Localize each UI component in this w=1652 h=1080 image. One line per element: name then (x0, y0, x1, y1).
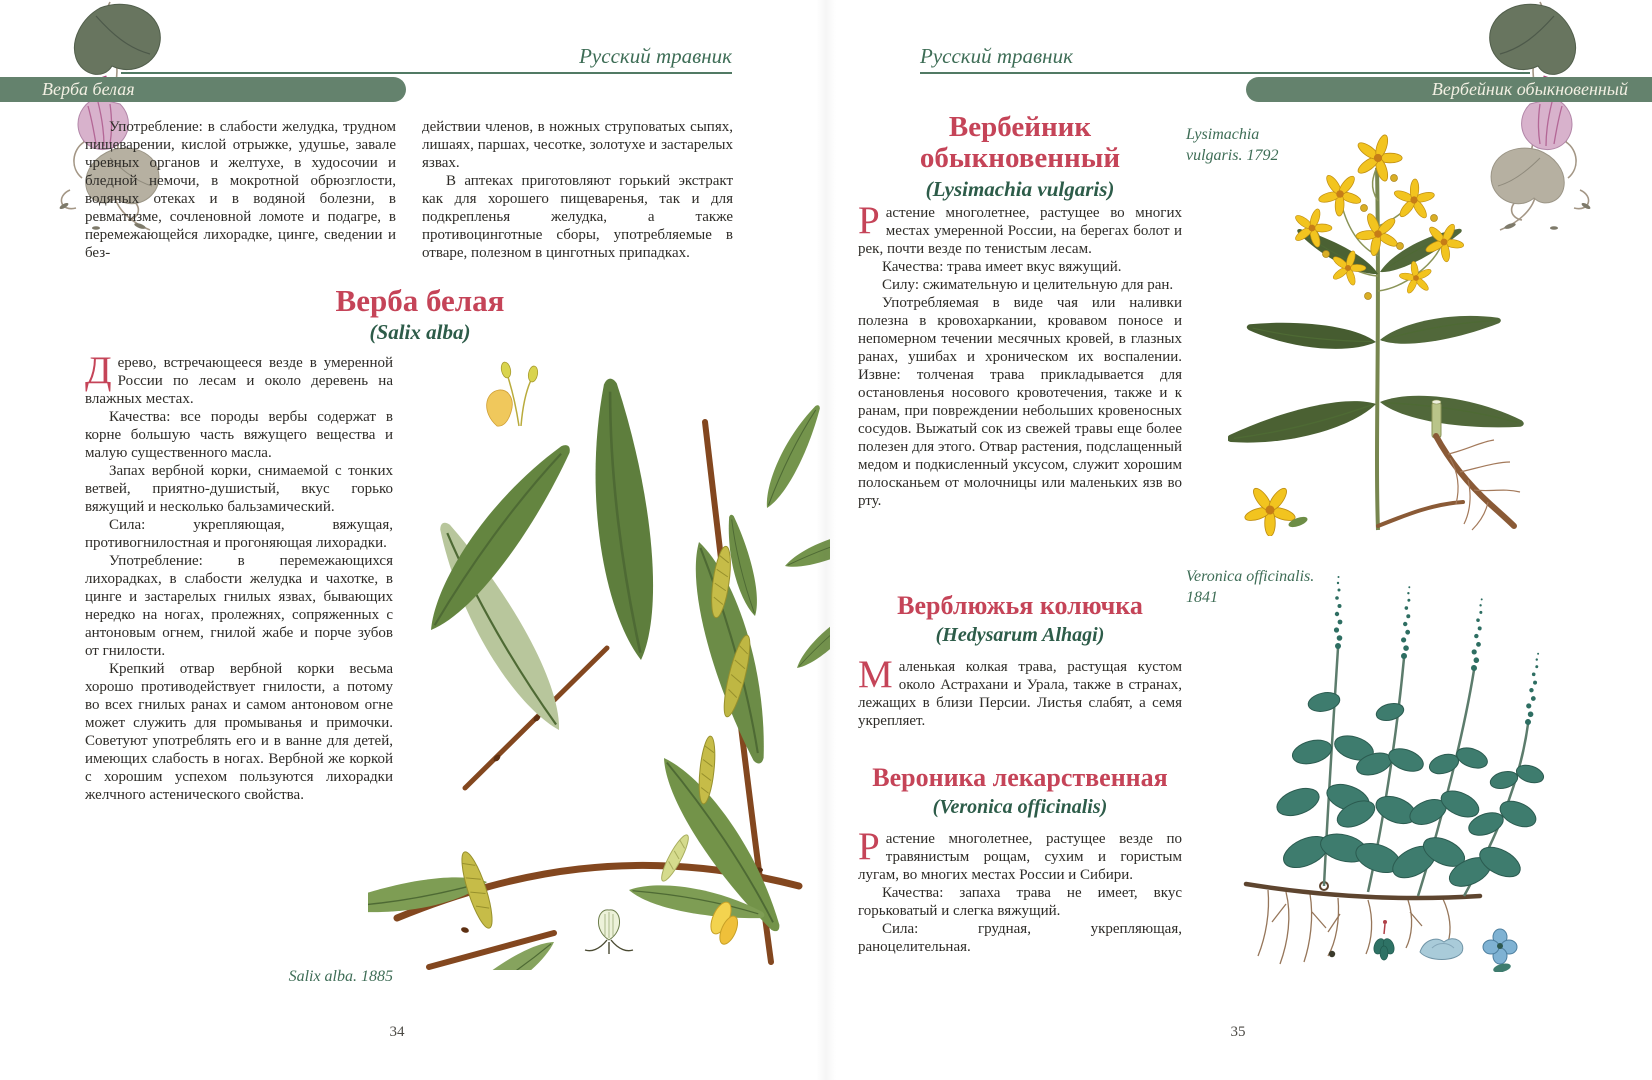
paragraph: Сила: укрепляющая, вяжущая, противогнилостная и прогоняющая лихорадки. (85, 517, 393, 551)
drop-cap: М (858, 653, 893, 696)
paragraph: Употребляемая в виде чая или наливки полезна в кровохаркании, кровавом поносе и непомерном течении месячных кровей, в глазных ранах, ушибах и хроническом их воспалении. Извне: толченая трава прикладывается для остановленья носового кровотечения, также и к ранам, при повреждении небольших кровеносных сосудов. Выжатый сок из свежей травы еще более полезен для этого. Отвар растения, подслащенный медом и подкисленный уксусом, служит хорошим полосканьем от молочницы или маленьких язв во рту. (858, 295, 1182, 509)
paragraph: Качества: трава имеет вкус вяжущий. (882, 259, 1122, 275)
paragraph: Качества: все породы вербы содержат в корне большую часть вяжущего вещества и малую существенного масла. (85, 409, 393, 461)
intro-column-2 (422, 118, 733, 262)
lysimachia-illustration (1228, 106, 1528, 536)
article-body (858, 825, 1182, 956)
section-band: Верба белая (0, 77, 406, 102)
willow-illustration (368, 330, 830, 970)
article-title-block (858, 592, 1182, 648)
latin-name: (Lysimachia vulgaris) (925, 177, 1115, 201)
latin-name: (Veronica officinalis) (932, 796, 1108, 818)
illustration-caption: Salix alba. 1885 (288, 968, 393, 985)
paragraph (85, 349, 393, 408)
illustration-caption: Veronica officinalis. 1841 (1186, 568, 1315, 606)
page-number: 34 (389, 1024, 405, 1040)
paragraph-text: астение многолетнее, растущее во многих местах умеренной России, на берегах болот и рек, почти везде по тенистым лесам. (858, 205, 1182, 257)
article-body (85, 349, 393, 804)
paragraph: Качества: запаха трава не имеет, вкус горьковатый и слегка вяжущий. (858, 885, 1182, 919)
paragraph: действии членов, в ножных струповатых сыпях, лишаях, паршах, чесотке, золотухе и застарелых язвах. (422, 119, 733, 171)
article-body (858, 199, 1182, 510)
paragraph-text: аленькая колкая трава, растущая кустом около Астрахани и Урала, также в странах, лежащих в близи Персии. Листья слабят, а семя укрепляет. (858, 659, 1182, 729)
section-band: Вербейник обыкновенный (1246, 77, 1652, 102)
drop-cap: Р (858, 825, 880, 868)
article-body (858, 653, 1182, 730)
drop-cap: Д (85, 349, 112, 392)
paragraph: Употребление: в перемежающихся лихорадках, в слабости желудка и чахотке, в цинге и застарелых гнилых язвах, бывающих нередко на ногах, пролежнях, сопряженных с антоновым огнем, гнилой жабе и порче зубов от гнилости. (85, 553, 393, 659)
intro-columns (85, 118, 733, 262)
paragraph: Силу: сжимательную и целительную для ран. (882, 277, 1174, 293)
paragraph-text: ерево, встречающееся везде в умеренной России по лесам и около деревень на влажных местах. (85, 355, 393, 407)
page-gutter (816, 0, 836, 1080)
article-title: Вероника лекарственная (872, 763, 1168, 792)
running-title: Русский травник (579, 44, 732, 68)
paragraph: Крепкий отвар вербной корки весьма хорошо противодействует гнилости, а потому во всех гнилых ранах и самом антоновом огне может служить для промыванья и примочки. Советуют употреблять его и в ванне для детей, имеющих слабость в ногах. Вербной же коркой с хорошим успехом пользуются лихорадки желчного астенического свойства. (85, 661, 393, 803)
latin-name: (Hedysarum Alhagi) (935, 624, 1105, 646)
intro-column-1: Употребление: в слабости желудка, трудном пищеварении, кислой отрыжке, удушье, завале чревных органов и желтухе, в худосочии и бледной немочи, в мокротной обрюзглости, водяных отеках и в водяной болезни, в ревматизме, сочленовной ломоте и подагре, в перемежающейся лихорадке, цинге, сведении и без- (85, 119, 396, 261)
paragraph: Запах вербной корки, снимаемой с тонких ветвей, приятно-душистый, вкус горько вяжущий и несколько бальзамический. (85, 463, 393, 515)
article-title-block (858, 764, 1182, 820)
drop-cap: Р (858, 199, 880, 242)
header-rule (121, 72, 732, 74)
paragraph (858, 199, 1182, 258)
article-title: Вербейник обыкновенный (919, 111, 1121, 174)
header-rule (920, 72, 1530, 74)
paragraph: Сила: грудная, укрепляющая, раноцелительная. (858, 921, 1182, 955)
paragraph (858, 653, 1182, 730)
paragraph: В аптеках приготовляют горький экстракт как для хорошего пищеваренья, так и для подкрепленья желудка, а также противоцинготные сборы, употребляемые в отваре, полезном в цинготных припадках. (422, 173, 733, 261)
latin-name: (Salix alba) (369, 320, 471, 344)
veronica-illustration (1228, 552, 1568, 972)
article-title-block (880, 112, 1160, 202)
article-title: Верба белая (335, 283, 505, 318)
paragraph (858, 825, 1182, 884)
illustration-caption: Lysimachia vulgaris. 1792 (1186, 126, 1279, 164)
article-title: Верблюжья колючка (897, 591, 1143, 620)
running-title: Русский травник (920, 44, 1073, 68)
paragraph-text: астение многолетнее, растущее везде по травянистым рощам, сухим и гористым лугам, во многих местах России и Сибири. (858, 831, 1182, 883)
page-number: 35 (1230, 1024, 1246, 1040)
